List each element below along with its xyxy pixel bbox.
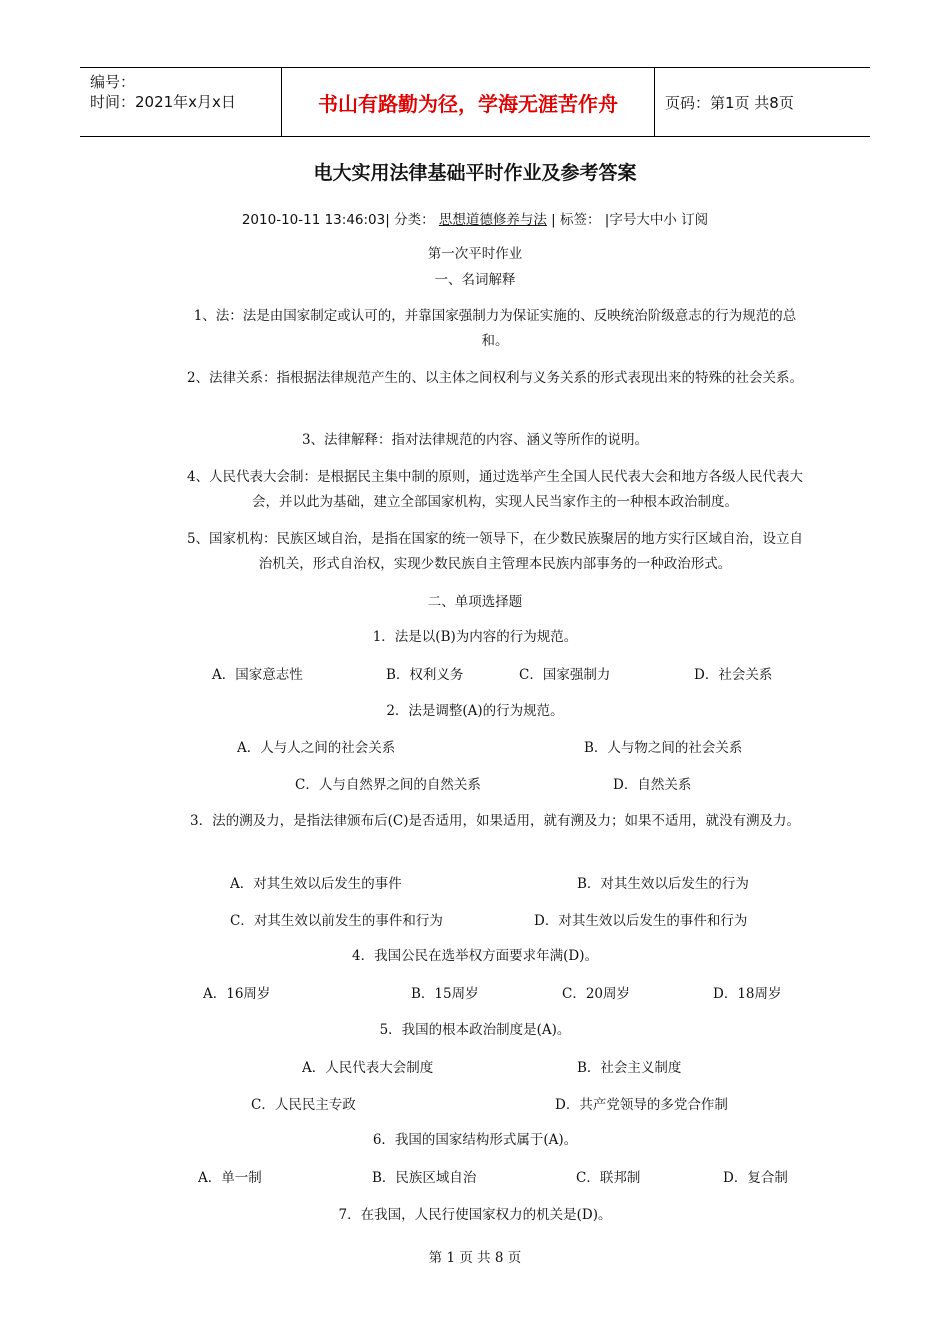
page-footer: 第 1 页 共 8 页 <box>428 1250 522 1266</box>
option: D．18周岁 <box>713 986 782 1002</box>
question: 7．在我国，人民行使国家权力的机关是(D)。 <box>338 1207 612 1223</box>
page-title: 电大实用法律基础平时作业及参考答案 <box>313 162 637 184</box>
question: 1．法是以(B)为内容的行为规范。 <box>372 629 578 645</box>
section-heading: 第一次平时作业 <box>427 246 523 262</box>
option: D．对其生效以后发生的事件和行为 <box>534 913 748 929</box>
post-date: 2010-10-11 13:46:03| <box>241 212 390 228</box>
section-subheading: 二、单项选择题 <box>427 594 523 610</box>
option: B．权利义务 <box>386 667 464 683</box>
question: 6．我国的国家结构形式属于(A)。 <box>372 1132 578 1148</box>
definition-item: 1、法：法是由国家制定或认可的，并靠国家强制力为保证实施的、反映统治阶级意志的行为规范的总和。 <box>193 308 797 349</box>
question: 5．我国的根本政治制度是(A)。 <box>379 1022 571 1038</box>
option: C．人民民主专政 <box>251 1097 356 1113</box>
definition-item: 3、法律解释：指对法律规范的内容、涵义等所作的说明。 <box>301 432 649 448</box>
option: A．国家意志性 <box>212 667 303 683</box>
option: B．社会主义制度 <box>577 1060 682 1076</box>
definition-item: 5、国家机构：民族区域自治，是指在国家的统一领导下，在少数民族聚居的地方实行区域自治，设立自治机关，形式自治权，实现少数民族自主管理本民族内部事务的一种政治形式。 <box>186 531 804 572</box>
option: A．对其生效以后发生的事件 <box>230 876 402 892</box>
question: 3．法的溯及力，是指法律颁布后(C)是否适用，如果适用，就有溯及力；如果不适用，就没有溯及力。 <box>190 813 800 829</box>
page-label: 页码：第1页 共8页 <box>665 93 794 112</box>
header-left <box>90 72 236 112</box>
option: C．人与自然界之间的自然关系 <box>295 777 481 793</box>
section-subheading: 一、名词解释 <box>434 272 516 288</box>
category-link[interactable]: 思想道德修养与法 <box>438 212 547 228</box>
category-label: 分类： <box>394 212 435 228</box>
option: A．人与人之间的社会关系 <box>237 740 396 756</box>
option: C．联邦制 <box>576 1170 641 1186</box>
option: B．15周岁 <box>411 986 479 1002</box>
option: D．社会关系 <box>694 667 773 683</box>
number-label: 编号： <box>90 73 136 91</box>
option: D．共产党领导的多党合作制 <box>555 1097 728 1113</box>
option: D．自然关系 <box>613 777 692 793</box>
option: C．国家强制力 <box>519 667 611 683</box>
slogan: 书山有路勤为径，学海无涯苦作舟 <box>318 91 618 116</box>
option: A．16周岁 <box>203 986 271 1002</box>
header-table <box>80 67 870 137</box>
tags-text: | 标签： |字号大中小 订阅 <box>551 212 709 228</box>
post-meta <box>0 208 950 228</box>
header-divider <box>654 68 655 136</box>
option: B．民族区域自治 <box>372 1170 477 1186</box>
option: B．对其生效以后发生的行为 <box>577 876 749 892</box>
definition-item: 2、法律关系：指根据法律规范产生的、以主体之间权利与义务关系的形式表现出来的特殊的社会关系。 <box>186 370 804 386</box>
time-label: 时间：2021年x月x日 <box>90 93 236 111</box>
question: 2．法是调整(A)的行为规范。 <box>386 703 564 719</box>
definition-item: 4、人民代表大会制：是根据民主集中制的原则，通过选举产生全国人民代表大会和地方各级人民代表大会，并以此为基础，建立全部国家机构，实现人民当家作主的一种根本政治制度。 <box>186 469 804 510</box>
option: B．人与物之间的社会关系 <box>584 740 743 756</box>
option: A．单一制 <box>198 1170 262 1186</box>
option: C．20周岁 <box>562 986 631 1002</box>
option: D．复合制 <box>723 1170 788 1186</box>
option: C．对其生效以前发生的事件和行为 <box>230 913 443 929</box>
question: 4．我国公民在选举权方面要求年满(D)。 <box>352 948 598 964</box>
option: A．人民代表大会制度 <box>302 1060 434 1076</box>
